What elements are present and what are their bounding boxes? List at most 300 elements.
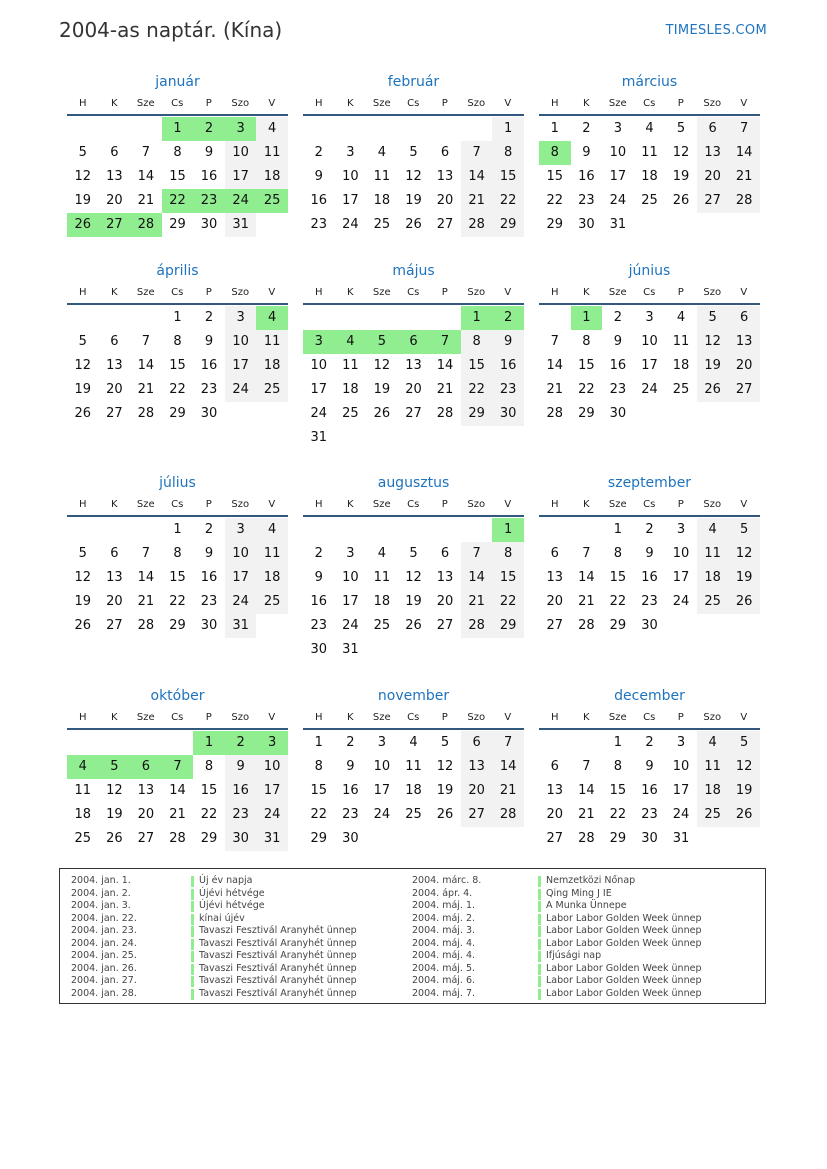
day-cell: 30 [641, 831, 658, 846]
day-cell: 25 [405, 807, 422, 822]
empty-cell [429, 117, 461, 141]
day-cell: 28 [578, 831, 595, 846]
day-cell: 4 [256, 518, 288, 542]
day-cell: 6 [440, 145, 450, 160]
month-október [67, 687, 288, 851]
day-cell: 13 [697, 141, 729, 165]
month-május [303, 262, 524, 450]
empty-cell [130, 731, 162, 755]
day-cell: 28 [137, 406, 155, 421]
day-cell: 1 [162, 117, 194, 141]
day-cell: 25 [256, 189, 288, 213]
weekday-header [539, 286, 760, 305]
day-cell: 12 [74, 169, 92, 184]
weekday-label: P [441, 499, 448, 510]
day-cell: 1 [461, 306, 493, 330]
day-cell: 5 [409, 145, 418, 160]
day-cell: 11 [74, 783, 92, 798]
legend-marker [538, 951, 541, 962]
day-cell: 13 [436, 570, 454, 585]
empty-cell [99, 306, 131, 330]
day-cell: 5 [440, 735, 450, 750]
day-cell: 15 [169, 570, 186, 585]
empty-cell [398, 827, 430, 851]
day-cell: 26 [106, 831, 123, 846]
day-cell: 4 [335, 330, 367, 354]
empty-cell [728, 827, 760, 851]
day-cell: 12 [405, 570, 422, 585]
month-title: január [155, 74, 200, 90]
empty-cell [634, 402, 666, 426]
day-cell: 1 [173, 310, 182, 325]
legend-marker [538, 989, 541, 1000]
legend-date: 2004. jan. 22. [71, 912, 137, 924]
empty-cell [492, 827, 524, 851]
legend-name: kínai újév [199, 912, 245, 924]
legend-marker [538, 964, 541, 975]
day-cell: 16 [200, 358, 218, 373]
weekday-label: H [78, 287, 87, 298]
empty-cell [728, 614, 760, 638]
day-cell: 30 [310, 642, 328, 657]
weekday-label: Sze [136, 98, 155, 109]
day-cell: 23 [578, 193, 595, 208]
day-cell: 15 [609, 570, 627, 585]
day-cell: 27 [99, 213, 131, 237]
day-cell: 7 [141, 145, 151, 160]
day-cell: 2 [193, 117, 225, 141]
day-cell: 15 [169, 358, 186, 373]
day-cell: 29 [609, 831, 627, 846]
day-cell: 31 [310, 430, 328, 445]
day-cell: 4 [256, 117, 288, 141]
day-cell: 7 [141, 546, 151, 561]
weekday-label: Cs [643, 98, 656, 109]
day-cell: 25 [697, 590, 729, 614]
day-cell: 30 [342, 831, 359, 846]
day-cell: 27 [137, 831, 155, 846]
day-cell: 9 [225, 755, 257, 779]
day-grid [539, 731, 760, 851]
day-cell: 12 [728, 542, 760, 566]
day-cell: 2 [613, 310, 623, 325]
day-cell: 4 [67, 755, 99, 779]
weekday-label: Szo [467, 98, 486, 109]
weekday-label: H [314, 98, 323, 109]
weekday-label: Cs [643, 287, 656, 298]
empty-cell [67, 731, 99, 755]
holiday-legend [59, 868, 766, 1004]
day-cell: 10 [342, 570, 359, 585]
day-cell: 28 [436, 406, 454, 421]
weekday-label: Sze [372, 499, 391, 510]
day-cell: 22 [169, 594, 186, 609]
weekday-label: Sze [136, 287, 155, 298]
legend-name: Labor Labor Golden Week ünnep [546, 937, 702, 949]
day-cell: 14 [436, 358, 454, 373]
day-cell: 28 [578, 618, 595, 633]
day-cell: 15 [200, 783, 218, 798]
day-cell: 29 [578, 406, 595, 421]
day-cell: 9 [314, 570, 323, 585]
empty-cell [303, 306, 335, 330]
day-cell: 4 [645, 121, 654, 136]
day-cell: 22 [162, 189, 194, 213]
day-cell: 11 [697, 542, 729, 566]
weekday-header [303, 286, 524, 305]
weekday-label: V [504, 712, 512, 723]
legend-date: 2004. jan. 27. [71, 975, 137, 986]
day-cell: 25 [256, 590, 288, 614]
day-cell: 28 [130, 213, 162, 237]
weekday-label: H [78, 712, 87, 723]
day-cell: 10 [256, 755, 288, 779]
day-cell: 12 [106, 783, 123, 798]
weekday-label: Cs [171, 499, 184, 510]
day-cell: 2 [314, 145, 323, 160]
weekday-label: Szo [703, 98, 722, 109]
empty-cell [366, 518, 398, 542]
legend-marker [538, 976, 541, 987]
day-cell: 29 [169, 217, 186, 232]
day-cell: 9 [613, 334, 623, 349]
legend-name: Tavaszi Fesztivál Aranyhét ünnep [199, 987, 357, 999]
day-cell: 20 [106, 382, 123, 397]
weekday-label: Szo [467, 287, 486, 298]
empty-cell [99, 518, 131, 542]
day-cell: 29 [461, 402, 493, 426]
day-cell: 1 [492, 518, 524, 542]
day-cell: 21 [137, 193, 155, 208]
day-cell: 26 [373, 406, 391, 421]
empty-cell [335, 518, 367, 542]
legend-date: 2004. jan. 26. [71, 962, 137, 974]
empty-cell [429, 827, 461, 851]
empty-cell [398, 117, 430, 141]
day-cell: 18 [641, 169, 658, 184]
day-cell: 15 [546, 169, 564, 184]
day-cell: 27 [728, 378, 760, 402]
day-cell: 26 [728, 803, 760, 827]
month-title: október [150, 688, 205, 704]
day-cell: 17 [342, 594, 359, 609]
weekday-label: Cs [171, 98, 184, 109]
legend-date: 2004. jan. 1. [71, 875, 131, 886]
day-cell: 4 [256, 306, 288, 330]
day-cell: 17 [672, 783, 690, 798]
day-cell: 13 [106, 358, 123, 373]
day-cell: 29 [169, 618, 186, 633]
legend-date: 2004. jan. 24. [71, 937, 137, 949]
legend-marker [538, 914, 541, 925]
day-cell: 14 [728, 141, 760, 165]
day-cell: 5 [409, 546, 418, 561]
weekday-header [67, 97, 288, 116]
weekday-label: K [582, 499, 590, 510]
day-cell: 21 [492, 779, 524, 803]
legend-date: 2004. jan. 23. [71, 925, 137, 936]
day-cell: 12 [405, 169, 422, 184]
legend-marker [538, 926, 541, 937]
empty-cell [539, 518, 571, 542]
day-grid [303, 117, 524, 237]
day-cell: 15 [492, 165, 524, 189]
weekday-label: Szo [231, 712, 250, 723]
day-cell: 6 [550, 546, 559, 561]
day-cell: 31 [342, 642, 359, 657]
day-cell: 21 [137, 594, 155, 609]
day-cell: 22 [609, 807, 627, 822]
day-cell: 20 [436, 193, 454, 208]
day-cell: 17 [310, 382, 328, 397]
day-cell: 16 [225, 779, 257, 803]
day-cell: 17 [373, 783, 391, 798]
day-cell: 13 [728, 330, 760, 354]
weekday-label: P [677, 98, 684, 109]
day-cell: 3 [225, 117, 257, 141]
legend-name: Labor Labor Golden Week ünnep [546, 925, 702, 936]
day-cell: 12 [74, 358, 92, 373]
day-cell: 6 [110, 145, 119, 160]
weekday-label: Sze [136, 499, 155, 510]
day-cell: 28 [492, 803, 524, 827]
empty-cell [256, 402, 288, 426]
day-cell: 24 [672, 807, 690, 822]
month-title: március [621, 74, 678, 90]
empty-cell [429, 518, 461, 542]
day-cell: 17 [641, 358, 658, 373]
day-cell: 6 [110, 546, 119, 561]
day-cell: 13 [546, 783, 564, 798]
weekday-label: Sze [372, 287, 391, 298]
month-szeptember [539, 474, 760, 638]
weekday-label: V [504, 98, 512, 109]
weekday-label: Sze [608, 98, 627, 109]
day-cell: 23 [225, 803, 257, 827]
empty-cell [67, 518, 99, 542]
day-cell: 19 [697, 354, 729, 378]
legend-row [60, 975, 760, 988]
empty-cell [697, 213, 729, 237]
empty-cell [665, 614, 697, 638]
empty-cell [398, 638, 430, 662]
day-cell: 24 [342, 217, 359, 232]
day-cell: 20 [461, 779, 493, 803]
legend-row [60, 988, 760, 1001]
legend-date: 2004. máj. 4. [412, 937, 476, 949]
day-cell: 19 [106, 807, 123, 822]
day-cell: 29 [609, 618, 627, 633]
month-title: december [614, 688, 685, 704]
day-cell: 23 [310, 618, 328, 633]
day-cell: 5 [366, 330, 398, 354]
weekday-label: K [110, 98, 118, 109]
day-cell: 16 [578, 169, 595, 184]
weekday-label: H [314, 287, 323, 298]
day-cell: 23 [193, 189, 225, 213]
weekday-label: K [346, 287, 354, 298]
day-cell: 16 [310, 193, 328, 208]
day-cell: 23 [200, 594, 218, 609]
month-november [303, 687, 524, 851]
weekday-label: Cs [407, 499, 420, 510]
empty-cell [539, 306, 571, 330]
empty-cell [335, 426, 367, 450]
weekday-label: H [550, 712, 559, 723]
day-cell: 7 [461, 542, 493, 566]
day-cell: 19 [728, 566, 760, 590]
day-cell: 25 [641, 193, 658, 208]
month-title: augusztus [377, 475, 450, 491]
day-cell: 5 [697, 306, 729, 330]
legend-marker [538, 939, 541, 950]
day-cell: 19 [436, 783, 454, 798]
legend-name: Ifjúsági nap [546, 950, 602, 961]
day-cell: 10 [672, 546, 690, 561]
day-cell: 3 [645, 310, 654, 325]
day-cell: 25 [74, 831, 92, 846]
empty-cell [67, 117, 99, 141]
day-cell: 15 [169, 169, 186, 184]
weekday-label: P [677, 287, 684, 298]
day-cell: 10 [672, 759, 690, 774]
legend-name: Nemzetközi Nőnap [546, 875, 636, 886]
day-cell: 20 [106, 193, 123, 208]
empty-cell [67, 306, 99, 330]
day-cell: 6 [130, 755, 162, 779]
day-cell: 27 [106, 406, 123, 421]
day-cell: 22 [578, 382, 595, 397]
empty-cell [429, 306, 461, 330]
day-cell: 6 [728, 306, 760, 330]
day-cell: 21 [169, 807, 186, 822]
legend-date: 2004. máj. 4. [412, 950, 476, 961]
weekday-header [67, 286, 288, 305]
day-cell: 23 [200, 382, 218, 397]
weekday-label: H [550, 287, 559, 298]
legend-name: Tavaszi Fesztivál Aranyhét ünnep [199, 925, 357, 936]
day-cell: 15 [609, 783, 627, 798]
day-cell: 14 [169, 783, 186, 798]
empty-cell [728, 402, 760, 426]
day-cell: 25 [697, 803, 729, 827]
day-cell: 20 [728, 354, 760, 378]
empty-cell [728, 213, 760, 237]
month-január [67, 73, 288, 237]
empty-cell [461, 827, 493, 851]
day-cell: 6 [440, 546, 450, 561]
day-cell: 7 [550, 334, 559, 349]
day-cell: 11 [256, 330, 288, 354]
day-cell: 1 [613, 735, 623, 750]
empty-cell [697, 614, 729, 638]
day-cell: 3 [225, 518, 257, 542]
weekday-label: K [110, 712, 118, 723]
weekday-label: K [110, 499, 118, 510]
day-cell: 14 [461, 165, 493, 189]
day-cell: 29 [200, 831, 218, 846]
legend-name: Labor Labor Golden Week ünnep [546, 962, 702, 974]
day-cell: 2 [492, 306, 524, 330]
day-cell: 16 [310, 594, 328, 609]
day-cell: 10 [225, 542, 257, 566]
weekday-label: Cs [643, 499, 656, 510]
day-cell: 28 [169, 831, 186, 846]
empty-cell [303, 117, 335, 141]
day-cell: 18 [672, 358, 690, 373]
day-cell: 31 [256, 827, 288, 851]
day-cell: 10 [225, 141, 257, 165]
day-cell: 27 [436, 217, 454, 232]
weekday-label: P [205, 98, 212, 109]
month-title: november [377, 688, 450, 704]
weekday-label: Szo [231, 98, 250, 109]
weekday-label: Szo [231, 287, 250, 298]
day-cell: 7 [429, 330, 461, 354]
day-cell: 28 [461, 614, 493, 638]
day-cell: 22 [200, 807, 218, 822]
day-cell: 2 [314, 546, 323, 561]
day-grid [303, 731, 524, 851]
empty-cell [335, 117, 367, 141]
day-cell: 23 [609, 382, 627, 397]
day-cell: 8 [613, 546, 623, 561]
day-cell: 13 [436, 169, 454, 184]
day-cell: 31 [609, 217, 627, 232]
weekday-header [539, 711, 760, 730]
day-cell: 19 [728, 779, 760, 803]
day-cell: 4 [377, 145, 387, 160]
month-július [67, 474, 288, 638]
day-cell: 5 [728, 731, 760, 755]
day-cell: 27 [697, 189, 729, 213]
day-cell: 24 [310, 406, 328, 421]
day-cell: 26 [672, 193, 690, 208]
day-cell: 17 [342, 193, 359, 208]
day-cell: 24 [225, 590, 257, 614]
weekday-label: K [110, 287, 118, 298]
empty-cell [99, 731, 131, 755]
empty-cell [366, 426, 398, 450]
legend-date: 2004. máj. 3. [412, 925, 476, 936]
day-cell: 30 [200, 618, 218, 633]
day-cell: 24 [342, 618, 359, 633]
day-cell: 9 [314, 169, 323, 184]
legend-name: Labor Labor Golden Week ünnep [546, 912, 702, 924]
weekday-label: Sze [608, 499, 627, 510]
weekday-label: P [677, 712, 684, 723]
legend-marker [538, 901, 541, 912]
empty-cell [492, 426, 524, 450]
day-cell: 3 [346, 145, 355, 160]
day-cell: 2 [645, 735, 654, 750]
weekday-label: K [582, 98, 590, 109]
day-cell: 12 [672, 145, 690, 160]
day-cell: 25 [373, 217, 391, 232]
day-grid [67, 306, 288, 426]
brand-link[interactable]: TIMESLES.COM [665, 23, 767, 38]
day-cell: 16 [342, 783, 359, 798]
day-grid [67, 117, 288, 237]
empty-cell [461, 518, 493, 542]
day-cell: 15 [492, 566, 524, 590]
day-cell: 12 [436, 759, 454, 774]
day-cell: 22 [609, 594, 627, 609]
weekday-label: Cs [643, 712, 656, 723]
day-cell: 17 [609, 169, 627, 184]
day-cell: 25 [373, 618, 391, 633]
day-cell: 11 [405, 759, 422, 774]
